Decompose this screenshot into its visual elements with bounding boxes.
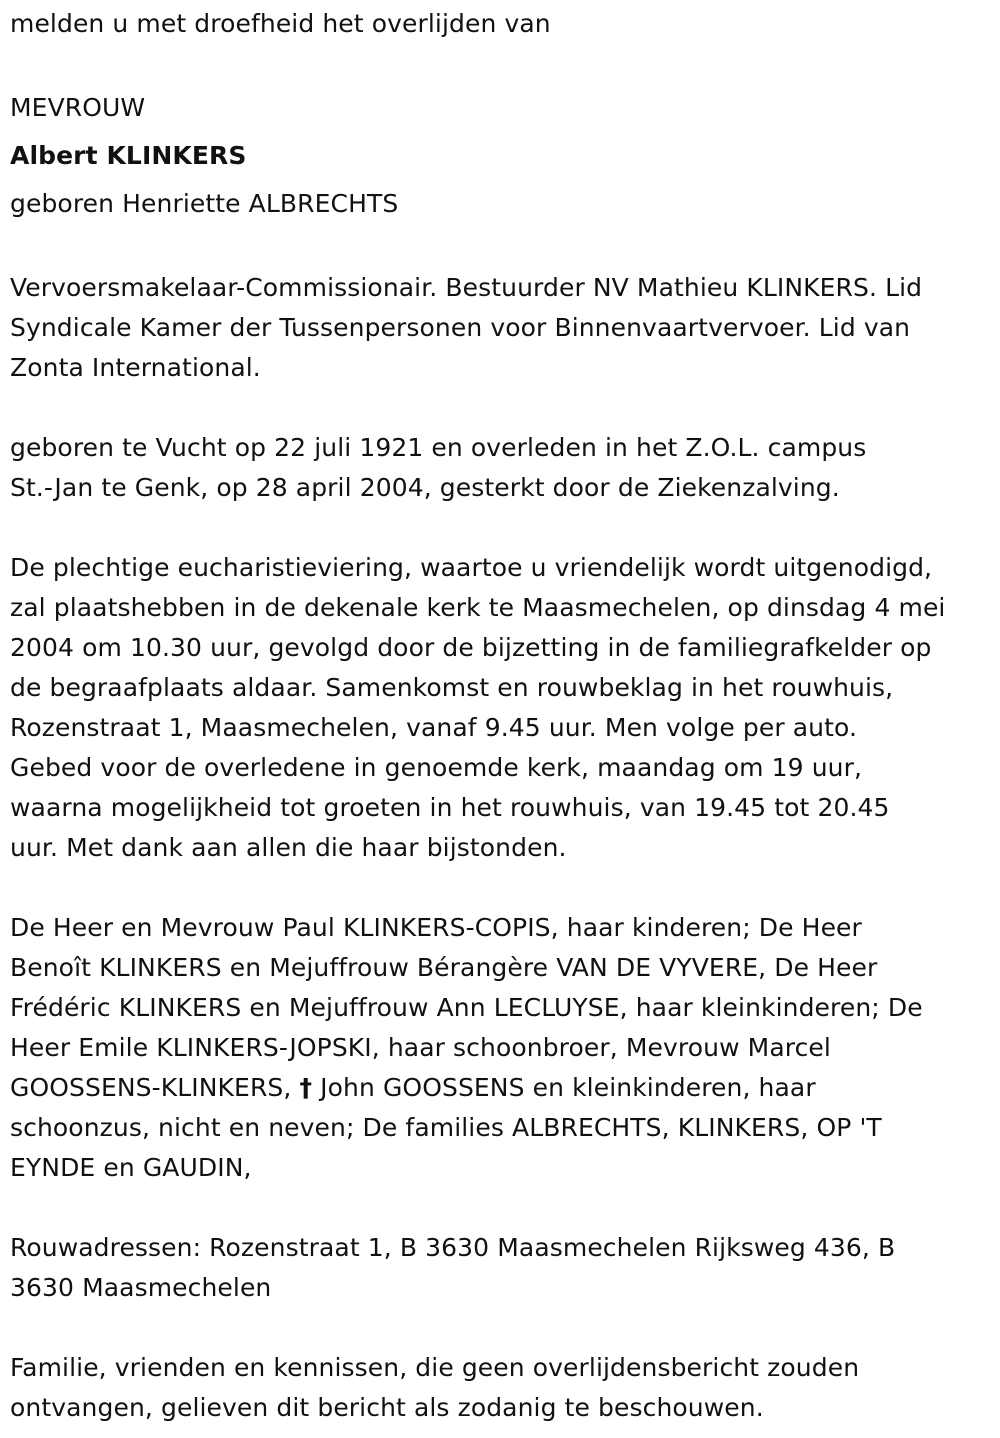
paragraph-line: Gebed voor de overledene in genoemde kerk, maandag om 19 uur, [10,753,863,782]
paragraph-line: waarna mogelijkheid tot groeten in het rouwhuis, van 19.45 tot 20.45 [10,793,890,822]
deceased-birth-name: geboren Henriette ALBRECHTS [10,189,399,218]
paragraph-line: geboren te Vucht op 22 juli 1921 en overleden in het Z.O.L. campus [10,433,867,462]
paragraph-line: de begraafplaats aldaar. Samenkomst en rouwbeklag in het rouwhuis, [10,673,894,702]
spacer [10,508,990,548]
paragraph-line: Zonta International. [10,353,261,382]
cross-icon: † [299,1073,313,1102]
paragraph-line: zal plaatshebben in de dekenale kerk te Maasmechelen, op dinsdag 4 mei [10,593,946,622]
paragraph-line: St.-Jan te Genk, op 28 april 2004, gesterkt door de Ziekenzalving. [10,473,840,502]
paragraph-line: Heer Emile KLINKERS-JOPSKI, haar schoonbroer, Mevrouw Marcel [10,1033,831,1062]
family-text: John GOOSSENS en kleinkinderen, haar [312,1073,816,1102]
paragraph-line-with-cross [10,1068,990,1108]
ceremony-paragraph [10,548,990,868]
family-paragraph [10,908,990,1188]
deceased-title: MEVROUW [10,93,146,122]
deceased-name: Albert KLINKERS [10,141,247,170]
paragraph-line: Benoît KLINKERS en Mejuffrouw Bérangère VAN DE VYVERE, De Heer [10,953,878,982]
spacer [10,44,990,84]
paragraph-line: De plechtige eucharistieviering, waartoe u vriendelijk wordt uitgenodigd, [10,553,933,582]
spacer [10,1188,990,1228]
spacer [10,868,990,908]
spacer [10,1308,990,1348]
spacer [10,388,990,428]
closing-paragraph [10,1348,990,1428]
paragraph-line: Frédéric KLINKERS en Mejuffrouw Ann LECLUYSE, haar kleinkinderen; De [10,993,923,1022]
paragraph-line: Rouwadressen: Rozenstraat 1, B 3630 Maasmechelen Rijksweg 436, B [10,1233,896,1262]
paragraph-line: Syndicale Kamer der Tussenpersonen voor Binnenvaartvervoer. Lid van [10,313,911,342]
intro-text: melden u met droefheid het overlijden van [10,9,551,38]
addresses-paragraph [10,1228,990,1308]
paragraph-line: De Heer en Mevrouw Paul KLINKERS-COPIS, haar kinderen; De Heer [10,913,862,942]
paragraph-line: Vervoersmakelaar-Commissionair. Bestuurder NV Mathieu KLINKERS. Lid [10,273,923,302]
paragraph-line: 2004 om 10.30 uur, gevolgd door de bijzetting in de familiegrafkelder op [10,633,932,662]
paragraph-line: uur. Met dank aan allen die haar bijstonden. [10,833,567,862]
paragraph-line: schoonzus, nicht en neven; De families ALBRECHTS, KLINKERS, OP 'T [10,1113,882,1142]
paragraph-line: Rozenstraat 1, Maasmechelen, vanaf 9.45 uur. Men volge per auto. [10,713,858,742]
paragraph-line: 3630 Maasmechelen [10,1273,272,1302]
paragraph-line: EYNDE en GAUDIN, [10,1153,252,1182]
profession-paragraph [10,268,990,388]
birth-death-paragraph [10,428,990,508]
spacer [10,228,990,268]
family-text: GOOSSENS-KLINKERS, [10,1073,300,1102]
paragraph-line: Familie, vrienden en kennissen, die geen overlijdensbericht zouden [10,1353,860,1382]
paragraph-line: ontvangen, gelieven dit bericht als zodanig te beschouwen. [10,1393,764,1422]
